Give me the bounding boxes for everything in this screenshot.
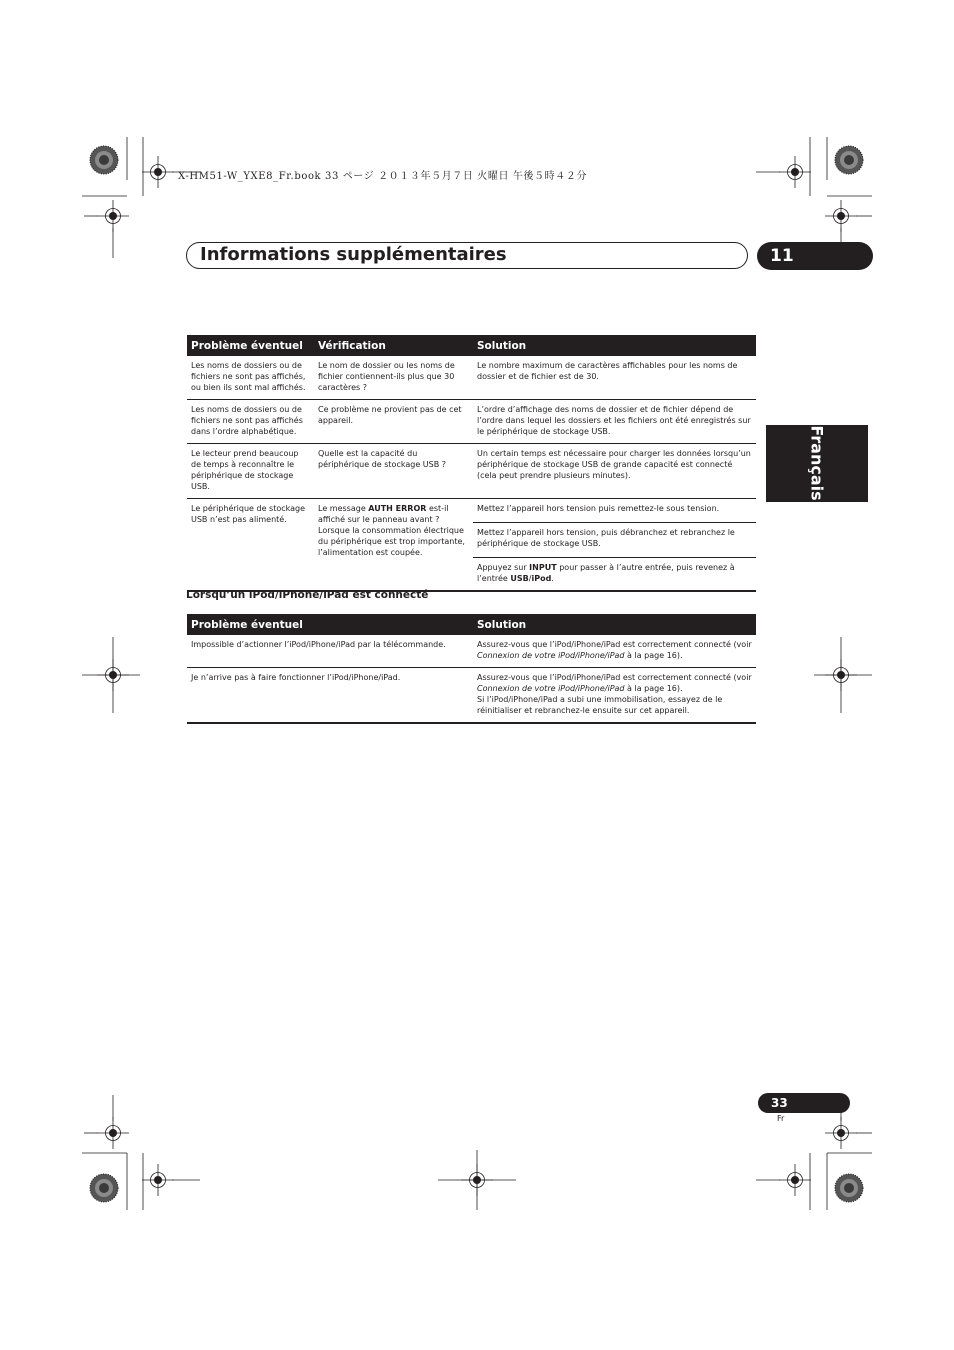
table-header-row [187,614,756,635]
table-row [187,400,756,444]
solution-text-pre: Appuyez sur [477,563,530,572]
solution-text-pre: Assurez-vous que l’iPod/iPhone/iPad est correctement connecté (voir [477,640,752,649]
problem-cell: Impossible d’actionner l’iPod/iPhone/iPad par la télécommande. [191,640,446,649]
problem-cell: Les noms de dossiers ou de fichiers ne sont pas affichés, ou bien ils sont mal affichés. [191,361,306,392]
table-row [187,444,756,499]
page-number: 33 [758,1093,850,1113]
slash: / [528,574,532,583]
solution-cell: Mettez l’appareil hors tension, puis débranchez et rebranchez le périphérique de stockage USB. [473,523,756,558]
print-info: X-HM51-W_YXE8_Fr.book 33 ページ ２０１３年５月７日 火曜日 午後５時４２分 [178,171,588,182]
solution-cell: Mettez l’appareil hors tension puis remettez-le sous tension. [473,499,756,523]
solution-cell [473,668,756,724]
check-cell: Ce problème ne provient pas de cet appareil. [314,400,473,444]
solution-text-end: . [551,574,554,583]
table-row [187,356,756,400]
reference-link: Connexion de votre iPod/iPhone/iPad [477,684,625,693]
solution-cell [473,558,756,592]
usb-label: USB [510,574,529,583]
page-language-code: Fr [777,1114,785,1123]
problem-cell: Je n’arrive pas à faire fonctionner l’iPod/iPhone/iPad. [187,668,473,724]
table-row [187,499,756,523]
solution-extra: Si l’iPod/iPhone/iPad a subi une immobilisation, essayez de le réinitialiser et rebranchez-le ensuite sur cet appareil. [477,695,723,715]
table-row [187,668,756,724]
check-text-pre: Le message [318,504,369,513]
check-text-post: est-il affiché sur le panneau avant ? Lorsque la consommation électrique du périphérique est trop importante, l’alimentation est coupée. [318,504,465,557]
column-header-solution: Solution [473,335,756,356]
section-heading: Lorsqu’un iPod/iPhone/iPad est connecté [186,589,429,601]
solution-text-post: à la page 16). [624,651,683,660]
solution-text-mid: pour passer à l’autre entrée, puis revenez à l’entrée [477,563,735,583]
language-tab [766,425,868,502]
ipod-troubleshooting-table [187,614,756,724]
language-tab-label: Français [807,425,827,501]
column-header-problem: Problème éventuel [187,335,314,356]
reference-link: Connexion de votre iPod/iPhone/iPad [477,651,625,660]
problem-cell: Les noms de dossiers ou de fichiers ne sont pas affichés dans l’ordre alphabétique. [187,400,314,444]
check-cell: Quelle est la capacité du périphérique de stockage USB ? [314,444,473,499]
check-cell: Le nom de dossier ou les noms de fichier contiennent-ils plus que 30 caractères ? [318,361,455,392]
input-button-label: INPUT [529,563,557,572]
solution-text-pre: Assurez-vous que l’iPod/iPhone/iPad est correctement connecté (voir [477,673,752,682]
table-header-row [187,335,756,356]
solution-cell [473,635,756,668]
column-header-check: Vérification [314,335,473,356]
check-cell [314,499,473,592]
solution-text-post: à la page 16). [624,684,683,693]
problem-cell: Le périphérique de stockage USB n’est pas alimenté. [187,499,314,592]
solution-cell: Un certain temps est nécessaire pour charger les données lorsqu’un périphérique de stockage USB de grande capacité est connecté (cela peut prendre plusieurs minutes). [473,444,756,499]
usb-troubleshooting-table [187,335,756,592]
solution-cell: L’ordre d’affichage des noms de dossier et de fichier dépend de l’ordre dans lequel les dossiers et les fichiers ont été enregistrés sur le périphérique de stockage USB. [473,400,756,444]
chapter-title: Informations supplémentaires [200,244,507,265]
auth-error-label: AUTH ERROR [368,504,427,513]
problem-cell: Le lecteur prend beaucoup de temps à reconnaître le périphérique de stockage USB. [187,444,314,499]
table-row [187,635,756,668]
column-header-problem: Problème éventuel [187,614,473,635]
column-header-solution: Solution [473,614,756,635]
ipod-label: iPod [531,574,552,583]
chapter-number: 11 [757,242,873,270]
solution-cell: Le nombre maximum de caractères affichables pour les noms de dossier et de fichier est de 30. [477,361,738,381]
